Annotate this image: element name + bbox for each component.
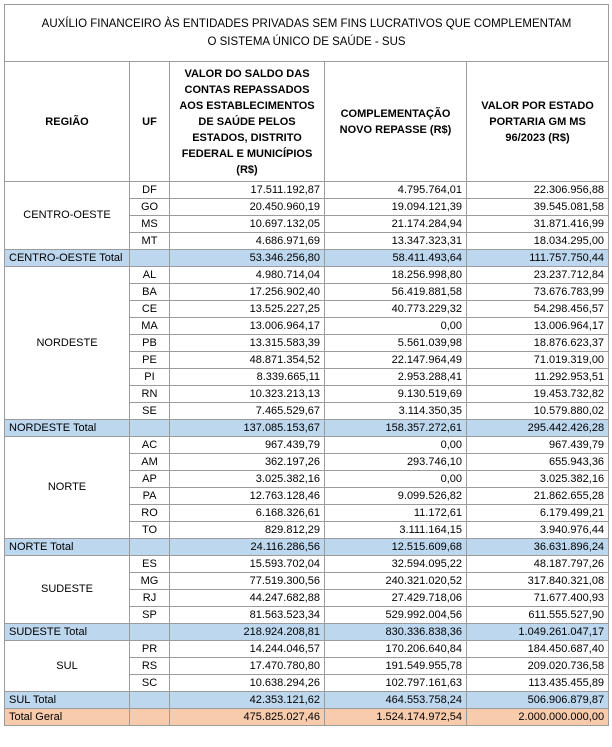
empty-uf-cell xyxy=(130,420,170,437)
saldo-value-cell: 4.980.714,04 xyxy=(170,267,325,284)
valor-estado-value-cell: 11.292.953,51 xyxy=(467,369,609,386)
empty-uf-cell xyxy=(130,709,170,726)
valor-estado-value-cell: 22.306.956,88 xyxy=(467,182,609,199)
empty-uf-cell xyxy=(130,539,170,556)
valor-estado-value-cell: 18.876.623,37 xyxy=(467,335,609,352)
saldo-value-cell: 12.763.128,46 xyxy=(170,488,325,505)
valor-estado-value-cell: 19.453.732,82 xyxy=(467,386,609,403)
valor-estado-value-cell: 73.676.783,99 xyxy=(467,284,609,301)
state-row xyxy=(5,437,609,454)
table-title-line-1: AUXÍLIO FINANCEIRO ÀS ENTIDADES PRIVADAS SEM FINS LUCRATIVOS QUE COMPLEMENTAM xyxy=(41,18,572,30)
complementacao-value-cell: 170.206.640,84 xyxy=(325,641,467,658)
saldo-value-cell: 13.315.583,39 xyxy=(170,335,325,352)
saldo-value-cell: 17.511.192,87 xyxy=(170,182,325,199)
uf-cell: PI xyxy=(130,369,170,386)
valor-estado-value-cell: 39.545.081,58 xyxy=(467,199,609,216)
valor-estado-value-cell: 71.677.400,93 xyxy=(467,590,609,607)
complementacao-value-cell: 11.172,61 xyxy=(325,505,467,522)
column-header-0: REGIÃO xyxy=(5,62,130,182)
uf-cell: DF xyxy=(130,182,170,199)
saldo-value-cell: 829.812,29 xyxy=(170,522,325,539)
uf-cell: PB xyxy=(130,335,170,352)
saldo-value-cell: 20.450.960,19 xyxy=(170,199,325,216)
region-subtotal-label: SUL Total xyxy=(5,692,130,709)
region-cell: SUDESTE xyxy=(5,556,130,624)
valor-estado-value-cell: 3.025.382,16 xyxy=(467,471,609,488)
uf-cell: MT xyxy=(130,233,170,250)
saldo-value-cell: 15.593.702,04 xyxy=(170,556,325,573)
uf-cell: PE xyxy=(130,352,170,369)
uf-cell: PA xyxy=(130,488,170,505)
uf-cell: AL xyxy=(130,267,170,284)
region-subtotal-value-0: 137.085.153,67 xyxy=(170,420,325,437)
uf-cell: ES xyxy=(130,556,170,573)
column-header-4: VALOR POR ESTADO PORTARIA GM MS 96/2023 (R$) xyxy=(467,62,609,182)
region-subtotal-row xyxy=(5,692,609,709)
complementacao-value-cell: 40.773.229,32 xyxy=(325,301,467,318)
complementacao-value-cell: 102.797.161,63 xyxy=(325,675,467,692)
uf-cell: RN xyxy=(130,386,170,403)
valor-estado-value-cell: 209.020.736,58 xyxy=(467,658,609,675)
complementacao-value-cell: 56.419.881,58 xyxy=(325,284,467,301)
complementacao-value-cell: 21.174.284,94 xyxy=(325,216,467,233)
region-subtotal-value-0: 53.346.256,80 xyxy=(170,250,325,267)
uf-cell: MG xyxy=(130,573,170,590)
region-subtotal-value-0: 218.924.208,81 xyxy=(170,624,325,641)
title-row xyxy=(5,5,609,62)
region-subtotal-row xyxy=(5,420,609,437)
grand-total-label: Total Geral xyxy=(5,709,130,726)
complementacao-value-cell: 27.429.718,06 xyxy=(325,590,467,607)
saldo-value-cell: 4.686.971,69 xyxy=(170,233,325,250)
saldo-value-cell: 6.168.326,61 xyxy=(170,505,325,522)
table-title-line-2: O SISTEMA ÚNICO DE SAÚDE - SUS xyxy=(207,36,406,48)
uf-cell: AM xyxy=(130,454,170,471)
state-row xyxy=(5,556,609,573)
uf-cell: BA xyxy=(130,284,170,301)
column-header-2: VALOR DO SALDO DAS CONTAS REPASSADOS AOS ESTABLECIMENTOS DE SAÚDE PELOS ESTADOS, DISTRITO FEDERAL E MUNICÍPIOS (R$) xyxy=(170,62,325,182)
valor-estado-value-cell: 611.555.527,90 xyxy=(467,607,609,624)
valor-estado-value-cell: 54.298.456,57 xyxy=(467,301,609,318)
saldo-value-cell: 362.197,26 xyxy=(170,454,325,471)
valor-estado-value-cell: 317.840.321,08 xyxy=(467,573,609,590)
saldo-value-cell: 10.638.294,26 xyxy=(170,675,325,692)
empty-uf-cell xyxy=(130,624,170,641)
region-cell: NORDESTE xyxy=(5,267,130,420)
region-subtotal-value-2: 1.049.261.047,17 xyxy=(467,624,609,641)
grand-total-row xyxy=(5,709,609,726)
uf-cell: RJ xyxy=(130,590,170,607)
saldo-value-cell: 81.563.523,34 xyxy=(170,607,325,624)
valor-estado-value-cell: 23.237.712,84 xyxy=(467,267,609,284)
valor-estado-value-cell: 184.450.687,40 xyxy=(467,641,609,658)
region-subtotal-row xyxy=(5,250,609,267)
table-title xyxy=(5,5,609,62)
region-subtotal-row xyxy=(5,624,609,641)
saldo-value-cell: 13.006.964,17 xyxy=(170,318,325,335)
valor-estado-value-cell: 71.019.319,00 xyxy=(467,352,609,369)
valor-estado-value-cell: 113.435.455,89 xyxy=(467,675,609,692)
valor-estado-value-cell: 655.943,36 xyxy=(467,454,609,471)
complementacao-value-cell: 529.992.004,56 xyxy=(325,607,467,624)
saldo-value-cell: 10.697.132,05 xyxy=(170,216,325,233)
complementacao-value-cell: 0,00 xyxy=(325,318,467,335)
valor-estado-value-cell: 3.940.976,44 xyxy=(467,522,609,539)
saldo-value-cell: 48.871.354,52 xyxy=(170,352,325,369)
valor-estado-value-cell: 18.034.295,00 xyxy=(467,233,609,250)
saldo-value-cell: 3.025.382,16 xyxy=(170,471,325,488)
valor-estado-value-cell: 21.862.655,28 xyxy=(467,488,609,505)
region-subtotal-value-2: 295.442.426,28 xyxy=(467,420,609,437)
region-subtotal-value-0: 42.353.121,62 xyxy=(170,692,325,709)
complementacao-value-cell: 0,00 xyxy=(325,437,467,454)
saldo-value-cell: 14.244.046,57 xyxy=(170,641,325,658)
valor-estado-value-cell: 10.579.880,02 xyxy=(467,403,609,420)
region-subtotal-value-1: 58.411.493,64 xyxy=(325,250,467,267)
grand-total-value-1: 1.524.174.972,54 xyxy=(325,709,467,726)
saldo-value-cell: 7.465.529,67 xyxy=(170,403,325,420)
uf-cell: SC xyxy=(130,675,170,692)
saldo-value-cell: 17.256.902,40 xyxy=(170,284,325,301)
state-row xyxy=(5,641,609,658)
region-subtotal-value-1: 12.515.609,68 xyxy=(325,539,467,556)
complementacao-value-cell: 3.114.350,35 xyxy=(325,403,467,420)
complementacao-value-cell: 3.111.164,15 xyxy=(325,522,467,539)
saldo-value-cell: 967.439,79 xyxy=(170,437,325,454)
uf-cell: MA xyxy=(130,318,170,335)
table-body xyxy=(5,182,609,726)
complementacao-value-cell: 32.594.095,22 xyxy=(325,556,467,573)
region-subtotal-label: SUDESTE Total xyxy=(5,624,130,641)
complementacao-value-cell: 18.256.998,80 xyxy=(325,267,467,284)
grand-total-value-0: 475.825.027,46 xyxy=(170,709,325,726)
region-subtotal-value-1: 830.336.838,36 xyxy=(325,624,467,641)
sus-financial-aid-table xyxy=(4,4,609,726)
column-header-1: UF xyxy=(130,62,170,182)
region-subtotal-value-2: 506.906.879,87 xyxy=(467,692,609,709)
column-header-row xyxy=(5,62,609,182)
complementacao-value-cell: 5.561.039,98 xyxy=(325,335,467,352)
valor-estado-value-cell: 13.006.964,17 xyxy=(467,318,609,335)
valor-estado-value-cell: 48.187.797,26 xyxy=(467,556,609,573)
complementacao-value-cell: 4.795.764,01 xyxy=(325,182,467,199)
saldo-value-cell: 8.339.665,11 xyxy=(170,369,325,386)
complementacao-value-cell: 22.147.964,49 xyxy=(325,352,467,369)
region-subtotal-row xyxy=(5,539,609,556)
region-subtotal-value-0: 24.116.286,56 xyxy=(170,539,325,556)
region-subtotal-value-2: 36.631.896,24 xyxy=(467,539,609,556)
region-subtotal-value-2: 111.757.750,44 xyxy=(467,250,609,267)
saldo-value-cell: 44.247.682,88 xyxy=(170,590,325,607)
saldo-value-cell: 17.470.780,80 xyxy=(170,658,325,675)
region-subtotal-value-1: 158.357.272,61 xyxy=(325,420,467,437)
uf-cell: CE xyxy=(130,301,170,318)
state-row xyxy=(5,267,609,284)
valor-estado-value-cell: 6.179.499,21 xyxy=(467,505,609,522)
complementacao-value-cell: 19.094.121,39 xyxy=(325,199,467,216)
saldo-value-cell: 13.525.227,25 xyxy=(170,301,325,318)
uf-cell: MS xyxy=(130,216,170,233)
uf-cell: AC xyxy=(130,437,170,454)
complementacao-value-cell: 9.099.526,82 xyxy=(325,488,467,505)
uf-cell: SE xyxy=(130,403,170,420)
complementacao-value-cell: 293.746,10 xyxy=(325,454,467,471)
uf-cell: SP xyxy=(130,607,170,624)
region-cell: SUL xyxy=(5,641,130,692)
uf-cell: AP xyxy=(130,471,170,488)
region-subtotal-label: NORTE Total xyxy=(5,539,130,556)
uf-cell: GO xyxy=(130,199,170,216)
uf-cell: PR xyxy=(130,641,170,658)
region-subtotal-label: NORDESTE Total xyxy=(5,420,130,437)
valor-estado-value-cell: 967.439,79 xyxy=(467,437,609,454)
empty-uf-cell xyxy=(130,250,170,267)
complementacao-value-cell: 13.347.323,31 xyxy=(325,233,467,250)
complementacao-value-cell: 9.130.519,69 xyxy=(325,386,467,403)
uf-cell: RS xyxy=(130,658,170,675)
region-cell: NORTE xyxy=(5,437,130,539)
complementacao-value-cell: 240.321.020,52 xyxy=(325,573,467,590)
saldo-value-cell: 10.323.213,13 xyxy=(170,386,325,403)
region-subtotal-value-1: 464.553.758,24 xyxy=(325,692,467,709)
uf-cell: RO xyxy=(130,505,170,522)
state-row xyxy=(5,182,609,199)
grand-total-value-2: 2.000.000.000,00 xyxy=(467,709,609,726)
region-subtotal-label: CENTRO-OESTE Total xyxy=(5,250,130,267)
complementacao-value-cell: 2.953.288,41 xyxy=(325,369,467,386)
complementacao-value-cell: 191.549.955,78 xyxy=(325,658,467,675)
uf-cell: TO xyxy=(130,522,170,539)
complementacao-value-cell: 0,00 xyxy=(325,471,467,488)
saldo-value-cell: 77.519.300,56 xyxy=(170,573,325,590)
valor-estado-value-cell: 31.871.416,99 xyxy=(467,216,609,233)
region-cell: CENTRO-OESTE xyxy=(5,182,130,250)
empty-uf-cell xyxy=(130,692,170,709)
column-header-3: COMPLEMENTAÇÃO NOVO REPASSE (R$) xyxy=(325,62,467,182)
